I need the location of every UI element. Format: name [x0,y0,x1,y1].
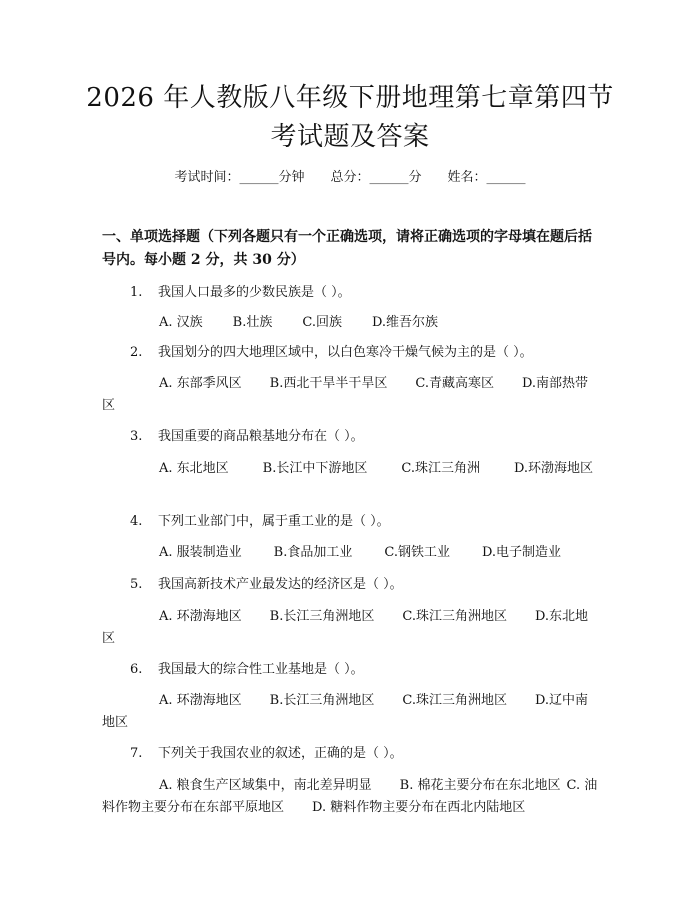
option-b: B.壮族 [232,315,273,330]
option-d: D. 糖料作物主要分布在西北内陆地区 [312,800,526,815]
question-4-options [102,542,600,564]
question-3 [102,426,600,448]
option-c: C.青藏高寒区 [415,376,494,391]
question-text: 我国重要的商品粮基地分布在（ ）。 [158,429,364,444]
option-c: C.珠江三角洲地区 [402,693,507,708]
question-number: 2. [130,345,143,360]
question-5 [102,574,600,596]
option-a: A. 环渤海地区 [159,609,242,624]
question-1-options [102,312,600,334]
question-2-options [102,373,600,417]
question-5-options [102,606,600,650]
question-number: 5. [130,577,143,592]
question-number: 1. [130,285,143,300]
option-a: A. 东北地区 [159,461,229,476]
option-b: B.长江三角洲地区 [269,609,375,624]
option-c: C.珠江三角洲 [401,461,480,476]
question-6 [102,659,600,681]
question-text: 我国高新技术产业最发达的经济区是（ ）。 [158,577,403,592]
question-2 [102,342,600,364]
option-b: B.长江中下游地区 [262,461,368,476]
exam-time: 考试时间：______分钟 [174,170,305,185]
question-text: 下列关于我国农业的叙述，正确的是（ ）。 [158,746,403,761]
question-text: 我国最大的综合性工业基地是（ ）。 [158,662,364,677]
question-text: 我国人口最多的少数民族是（ ）。 [158,285,351,300]
option-d: D.南部热带区 [102,376,589,413]
page-title-line2: 考试题及答案 [270,122,430,152]
option-b: B.食品加工业 [273,545,353,560]
exam-info [0,168,700,188]
option-c: C.钢铁工业 [384,545,450,560]
question-number: 7. [130,746,143,761]
option-a: A. 服装制造业 [159,545,242,560]
question-4 [102,511,600,533]
question-number: 4. [130,514,143,529]
option-b: B.长江三角洲地区 [269,693,375,708]
question-number: 3. [130,429,143,444]
option-d: D.维吾尔族 [371,315,439,330]
question-1 [102,282,600,304]
option-c: C.珠江三角洲地区 [402,609,507,624]
question-text: 下列工业部门中，属于重工业的是（ ）。 [158,514,390,529]
question-number: 6. [130,662,143,677]
student-name: 姓名：______ [447,170,526,185]
option-a: A. 粮食生产区域集中，南北差异明显 [159,778,372,793]
option-b: B.西北干旱半干旱区 [269,376,388,391]
option-d: D.辽中南地区 [102,693,589,730]
option-a: A. 环渤海地区 [159,693,242,708]
option-d: D.电子制造业 [481,545,562,560]
option-d: D.东北地区 [102,609,589,646]
question-7 [102,743,600,765]
question-6-options [102,690,600,734]
question-7-options [102,775,600,819]
exam-total-score: 总分：______分 [330,170,422,185]
question-text: 我国划分的四大地理区域中，以白色寒冷干燥气候为主的是（ ）。 [158,345,533,360]
question-3-options [102,458,600,480]
section-heading: 一、单项选择题（下列各题只有一个正确选项，请将正确选项的字母填在题后括号内。每小题 2 分，共 30 分） [102,229,592,268]
page-title-line1: 2026 年人教版八年级下册地理第七章第四节 [86,83,614,113]
option-b: B. 棉花主要分布在东北地区 [399,778,561,793]
option-c: C. 油料作物主要分布在东部平原地区 [102,778,598,815]
option-c: C.回族 [302,315,342,330]
option-a: A. 汉族 [159,315,203,330]
option-a: A. 东部季风区 [159,376,242,391]
option-d: D.环渤海地区 [513,461,594,476]
